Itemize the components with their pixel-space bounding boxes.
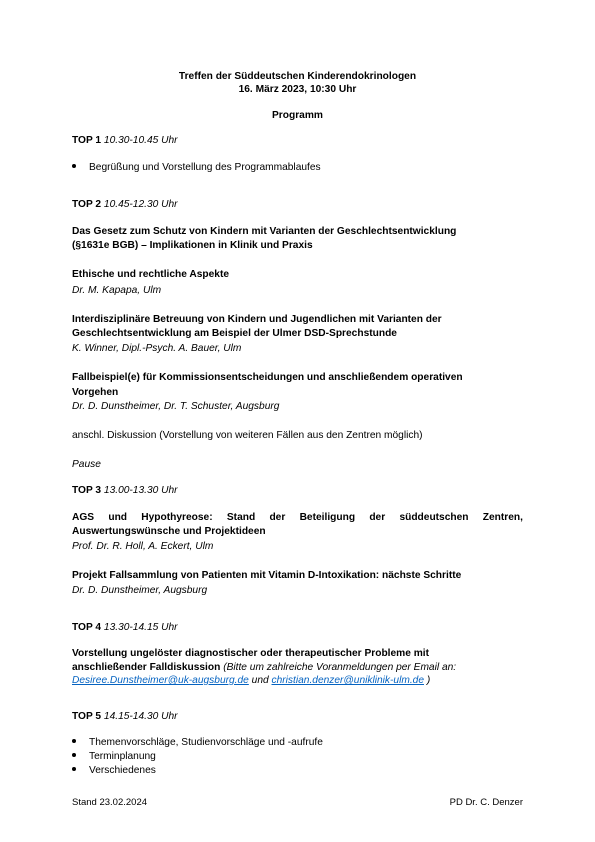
top2-item2-author: K. Winner, Dipl.-Psych. A. Bauer, Ulm (72, 343, 242, 354)
top5-bullet-text: Verschiedenes (89, 765, 156, 776)
meeting-date: 16. März 2023, 10:30 Uhr (238, 84, 357, 95)
word: der (269, 512, 286, 523)
top3-item1-title-line1 (72, 511, 523, 524)
top4-label: TOP 4 (72, 622, 102, 633)
top5-bullet-text: Terminplanung (89, 751, 156, 762)
top4-title-line1: Vorstellung ungelöster diagnostischer oder therapeutischer Probleme mit (72, 648, 430, 659)
top5-bullet-item (72, 750, 156, 763)
footer-date: Stand 23.02.2024 (72, 797, 148, 808)
top2-item2-title-line1: Interdisziplinäre Betreuung von Kindern und Jugendlichen mit Varianten der (72, 314, 442, 325)
word: Zentren, (482, 512, 523, 523)
top1-time: 10.30-10.45 Uhr (103, 135, 178, 146)
top3-label: TOP 3 (72, 485, 102, 496)
top4-note: (Bitte um zahlreiche Voranmeldungen per Email an: (223, 662, 457, 673)
bullet-icon (72, 753, 76, 757)
top3-item1-title-line2: Auswertungswünsche und Projektideen (72, 526, 266, 537)
word: der (369, 512, 386, 523)
top4-title-line2: anschließender Falldiskussion (72, 662, 221, 673)
top3-item2-title: Projekt Fallsammlung von Patienten mit Vitamin D-Intoxikation: nächste Schritte (72, 570, 462, 581)
top3-time: 13.00-13.30 Uhr (103, 485, 178, 496)
bullet-icon (72, 767, 76, 771)
top3-item1-author: Prof. Dr. R. Holl, A. Eckert, Ulm (72, 541, 214, 552)
top3-item2-author: Dr. D. Dunstheimer, Augsburg (72, 585, 208, 596)
top2-discussion: anschl. Diskussion (Vorstellung von weiteren Fällen aus den Zentren möglich) (72, 430, 423, 441)
top1-header (72, 134, 178, 147)
top4-time: 13.30-14.15 Uhr (103, 622, 178, 633)
top2-time: 10.45-12.30 Uhr (103, 199, 178, 210)
top5-label: TOP 5 (72, 711, 102, 722)
word: und (108, 512, 128, 523)
top4-close: ) (426, 675, 431, 686)
word: Beteiligung (299, 512, 356, 523)
top5-header (72, 710, 178, 723)
top1-label: TOP 1 (72, 135, 102, 146)
word: Hypothyreose: (141, 512, 213, 523)
email-link-denzer[interactable]: christian.denzer@uniklinik-ulm.de (271, 675, 424, 686)
email-link-dunstheimer[interactable]: Desiree.Dunstheimer@uk-augsburg.de (72, 675, 249, 686)
top5-time: 14.15-14.30 Uhr (103, 711, 178, 722)
top4-email-row (72, 674, 430, 687)
top2-label: TOP 2 (72, 199, 102, 210)
top2-item3-title-line1: Fallbeispiel(e) für Kommissionsentscheidungen und anschließendem operativen (72, 372, 463, 383)
top5-bullet-text: Themenvorschläge, Studienvorschläge und -aufrufe (89, 737, 323, 748)
bullet-icon (72, 739, 76, 743)
top2-item1-author: Dr. M. Kapapa, Ulm (72, 285, 162, 296)
top1-bullet-text: Begrüßung und Vorstellung des Programmablaufes (89, 162, 321, 173)
top2-item2-title-line2: Geschlechtsentwicklung am Beispiel der Ulmer DSD-Sprechstunde (72, 328, 397, 339)
top2-item1-title: Ethische und rechtliche Aspekte (72, 269, 230, 280)
programm-heading: Programm (272, 110, 323, 121)
top4-title-line2-row (72, 661, 456, 674)
top4-and: und (251, 675, 269, 686)
word: AGS (72, 512, 95, 523)
top2-heading-line2: (§1631e BGB) – Implikationen in Klinik und Praxis (72, 240, 313, 251)
document-title: Treffen der Süddeutschen Kinderendokrinologen (178, 71, 417, 82)
word: Stand (226, 512, 256, 523)
top5-bullet-item (72, 764, 156, 777)
top4-header (72, 621, 178, 634)
bullet-icon (72, 164, 76, 168)
top2-pause: Pause (72, 459, 101, 470)
top1-bullet-item (72, 161, 321, 174)
top5-bullet-item (72, 736, 323, 749)
word: süddeutschen (399, 512, 469, 523)
top2-header (72, 198, 178, 211)
top2-item3-author: Dr. D. Dunstheimer, Dr. T. Schuster, Augsburg (72, 401, 280, 412)
footer-author: PD Dr. C. Denzer (449, 797, 523, 808)
top2-heading-line1: Das Gesetz zum Schutz von Kindern mit Varianten der Geschlechtsentwicklung (72, 226, 457, 237)
top3-header (72, 484, 178, 497)
top2-item3-title-line2: Vorgehen (72, 387, 119, 398)
